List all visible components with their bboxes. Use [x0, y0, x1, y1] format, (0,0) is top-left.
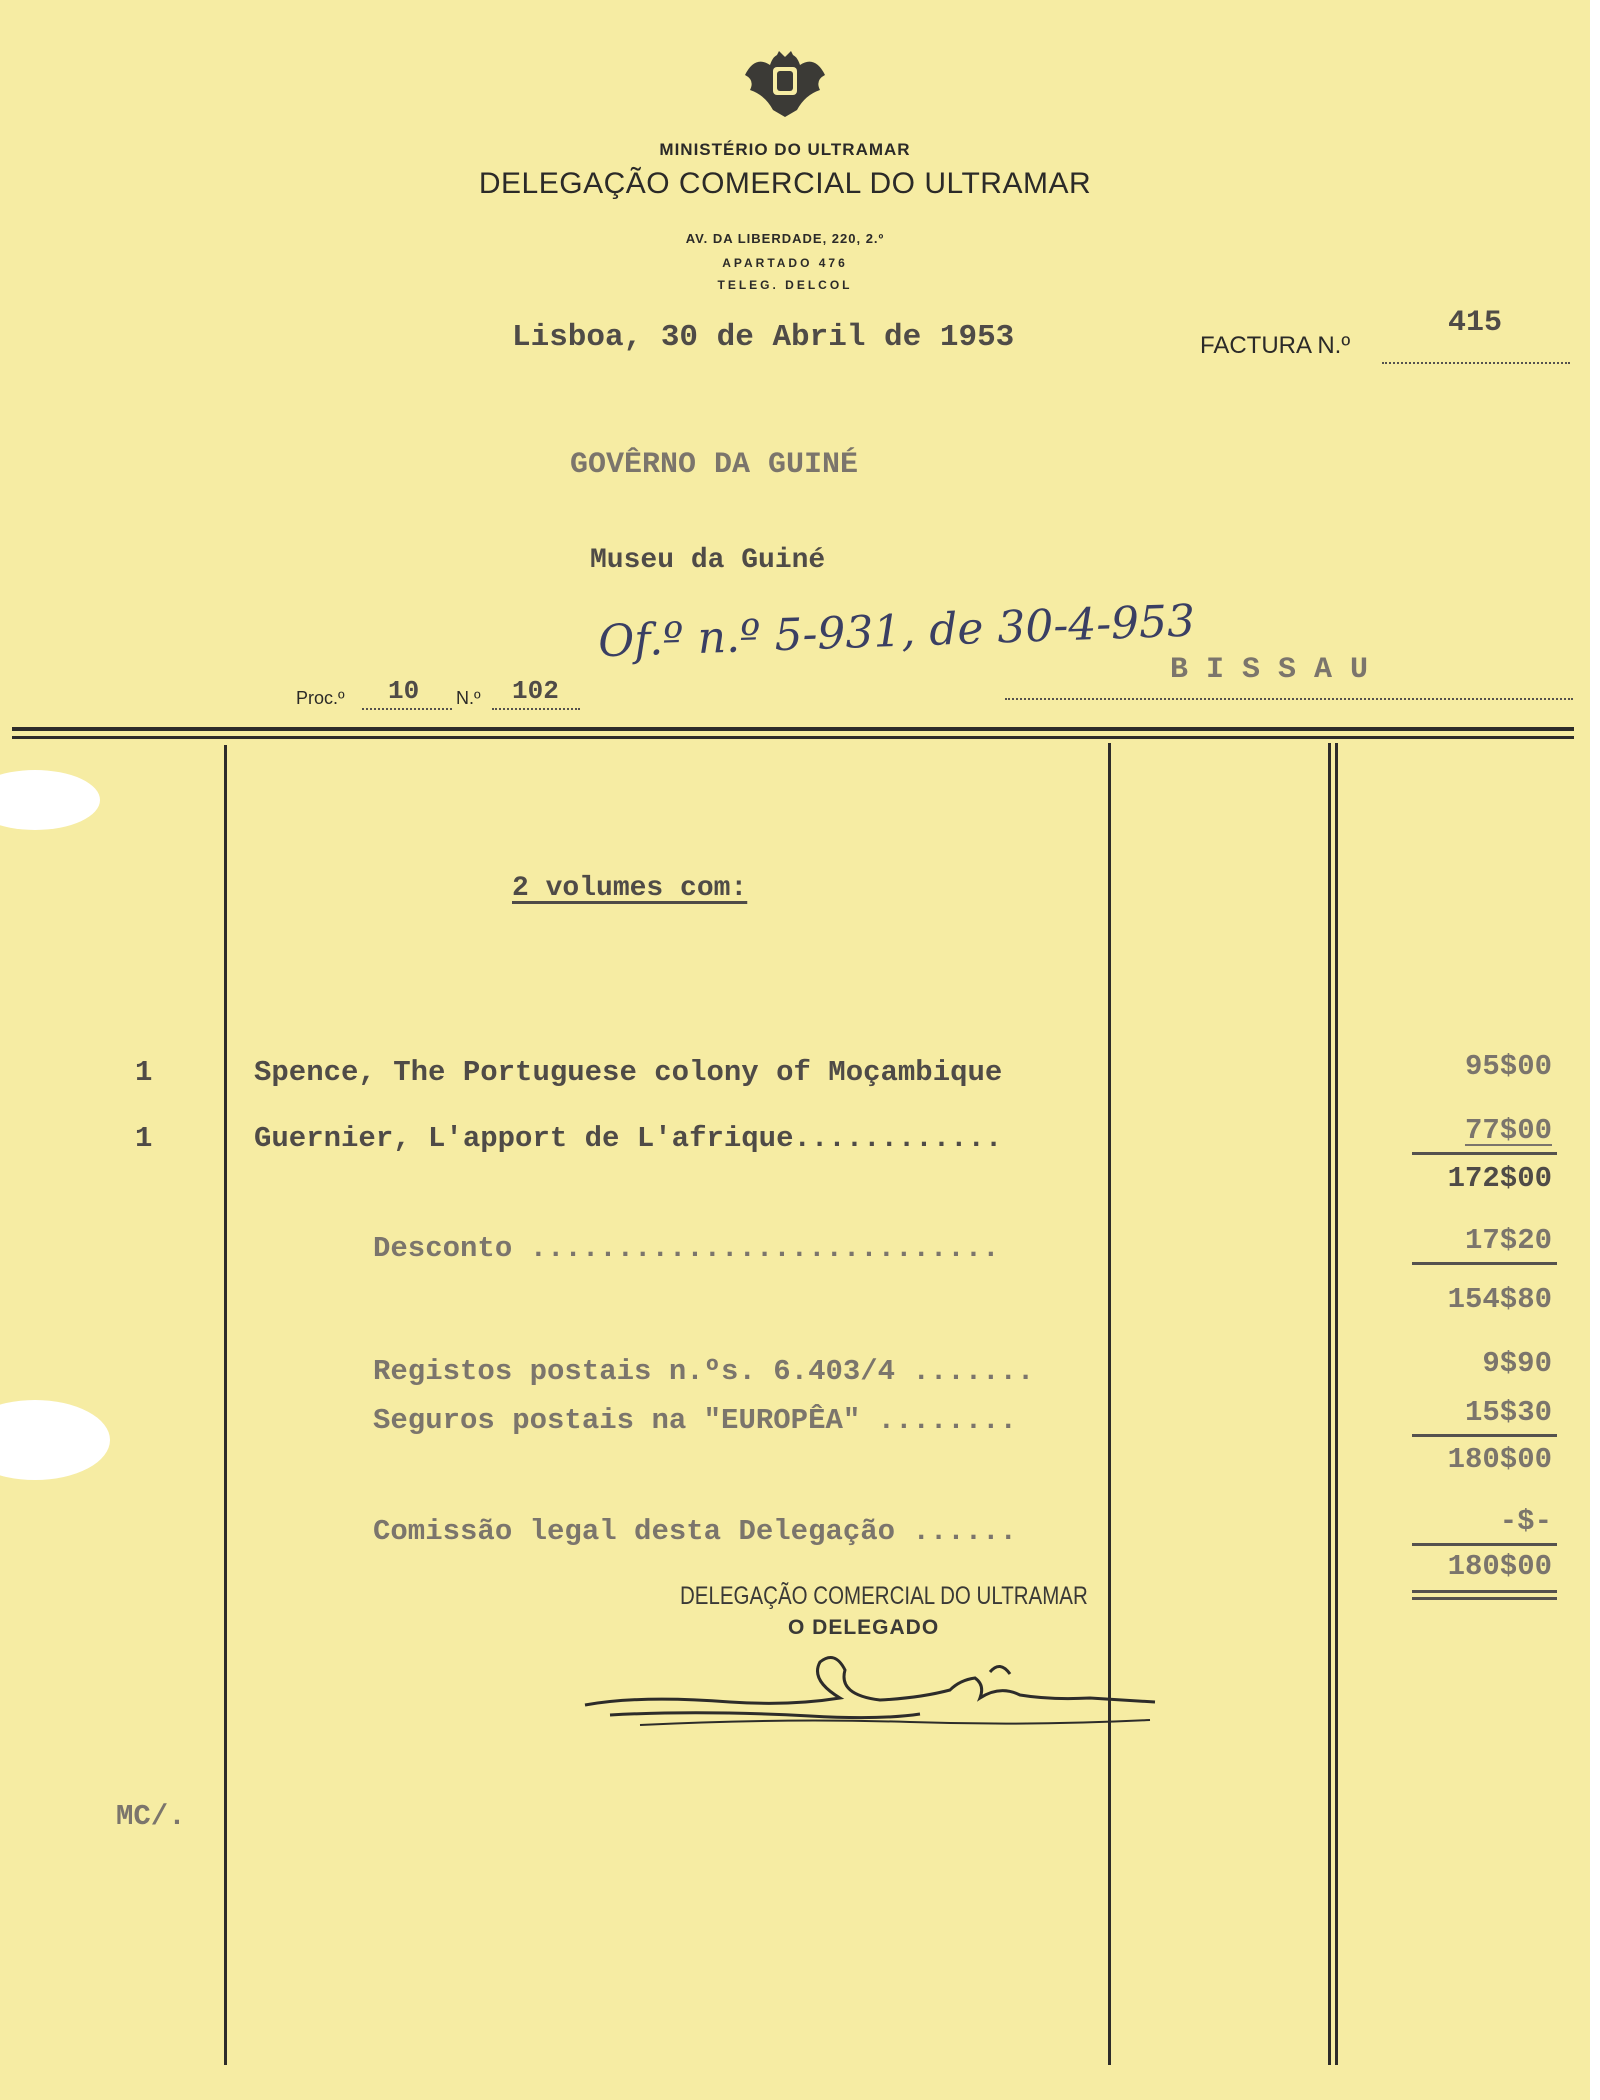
total-double-rule-b: [1412, 1597, 1557, 1600]
subtotal-amount: 180$00: [1447, 1443, 1552, 1476]
address-line: AV. DA LIBERDADE, 220, 2.º: [685, 231, 885, 246]
recipient-government: GOVÊRNO DA GUINÉ: [570, 448, 859, 482]
total-double-rule-a: [1412, 1590, 1557, 1593]
destination-city: B I S S A U: [1170, 653, 1369, 687]
coat-of-arms-icon: [735, 45, 835, 120]
subtotal-rule: [1412, 1152, 1557, 1155]
postal-registration-amount: 9$90: [1482, 1347, 1552, 1380]
place-date: Lisboa, 30 de Abril de 1953: [512, 320, 1015, 355]
item-qty: 1: [135, 1122, 153, 1155]
commission-rule: [1412, 1543, 1557, 1546]
column-rule-amount-b: [1335, 743, 1338, 2065]
discount-rule: [1412, 1262, 1557, 1265]
subtotal-amount: 172$00: [1447, 1162, 1552, 1195]
discount-label: Desconto ...........................: [373, 1232, 1000, 1265]
no-label: N.º: [456, 688, 481, 708]
column-rule-qty: [224, 745, 227, 2065]
no-value: 102: [512, 676, 559, 706]
column-rule-desc: [1108, 743, 1111, 2065]
item-description: Spence, The Portuguese colony of Moçambique: [254, 1056, 1003, 1089]
proc-value: 10: [388, 676, 420, 706]
stamp-delegation: DELEGAÇÃO COMERCIAL DO ULTRAMAR: [680, 1582, 1088, 1610]
volumes-heading: 2 volumes com:: [512, 873, 748, 904]
header-rule-bottom: [12, 736, 1574, 739]
recipient-museum: Museu da Guiné: [590, 545, 826, 576]
stamp-delegate: O DELEGADO: [788, 1616, 940, 1639]
postal-registration-label: Registos postais n.ºs. 6.403/4 .......: [373, 1355, 1035, 1388]
telegram-line: TELEG. DELCOL: [717, 278, 853, 292]
item-description: Guernier, L'apport de L'afrique............: [254, 1122, 1003, 1155]
item-amount: 77$00: [1464, 1114, 1552, 1147]
typist-initials: MC/.: [116, 1800, 186, 1833]
total-amount: 180$00: [1447, 1550, 1552, 1583]
commission-label: Comissão legal desta Delegação ......: [373, 1515, 1017, 1548]
header-rule-top: [12, 727, 1574, 731]
factura-number: 415: [1448, 306, 1503, 340]
postal-insurance-amount: 15$30: [1464, 1396, 1552, 1429]
handwritten-reference: Of.º n.º 5-931, de 30-4-953: [597, 595, 1196, 668]
po-box-line: APARTADO 476: [722, 256, 848, 270]
column-rule-amount-a: [1328, 743, 1331, 2065]
punch-hole-bottom: [0, 1400, 110, 1480]
discount-amount: 17$20: [1464, 1224, 1552, 1257]
signature-scribble: [580, 1640, 1160, 1740]
punch-hole-top: [0, 770, 100, 830]
factura-label: FACTURA N.º: [1200, 332, 1351, 359]
item-amount: 95$00: [1464, 1050, 1552, 1083]
subtotal-amount: 154$80: [1447, 1283, 1552, 1316]
ministry-title: MINISTÉRIO DO ULTRAMAR: [659, 140, 911, 159]
proc-label: Proc.º: [296, 688, 345, 708]
postal-insurance-label: Seguros postais na "EUROPÊA" ........: [373, 1404, 1017, 1437]
postal-rule: [1412, 1434, 1557, 1437]
commission-amount: -$-: [1499, 1505, 1552, 1538]
item-qty: 1: [135, 1056, 153, 1089]
delegation-title: DELEGAÇÃO COMERCIAL DO ULTRAMAR: [478, 167, 1092, 200]
city-line: [1005, 660, 1573, 700]
